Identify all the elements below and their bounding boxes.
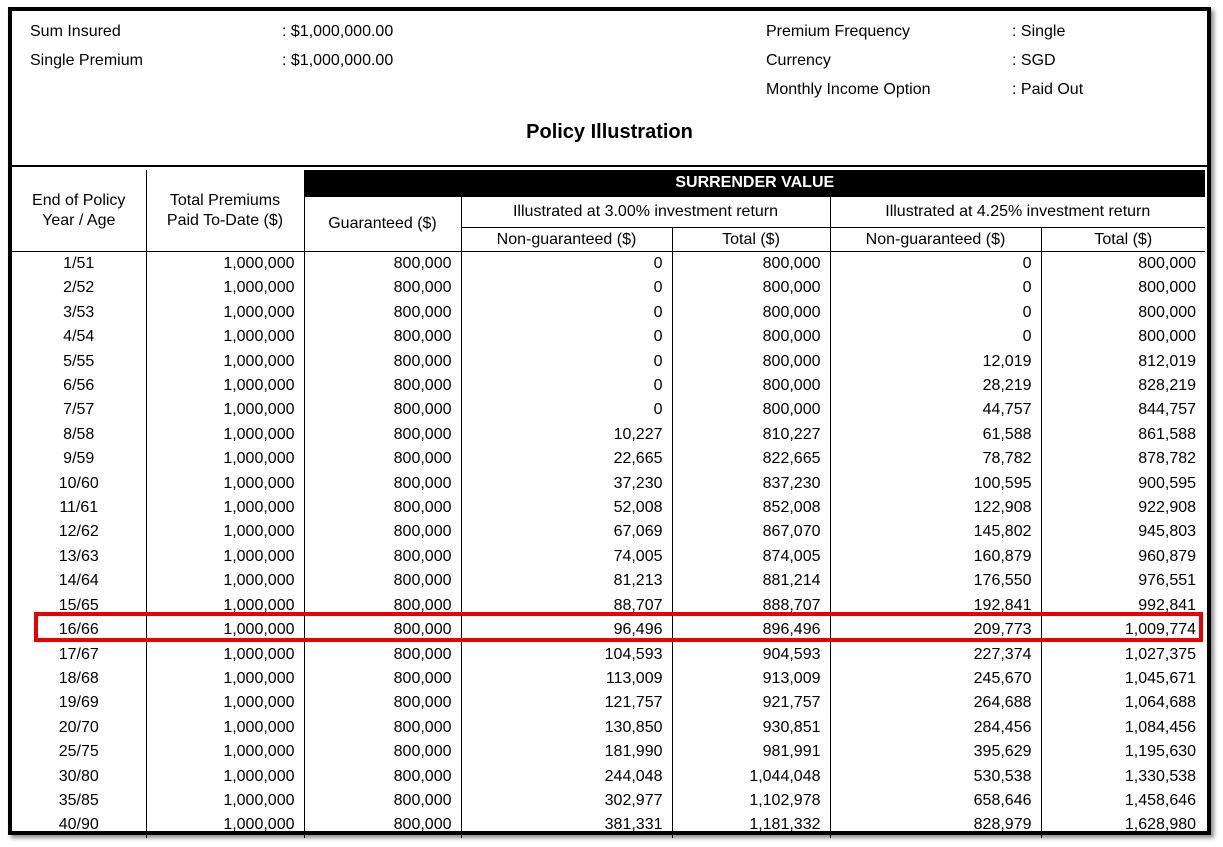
cell-non-guaranteed-425: 395,629: [830, 740, 1041, 764]
policy-illustration-table: [12, 170, 1205, 838]
table-row: [12, 325, 1205, 349]
info-row-single-premium: [30, 46, 393, 75]
cell-non-guaranteed-425: 0: [830, 276, 1041, 300]
cell-total-425: 1,084,456: [1124, 718, 1197, 736]
cell-total-425: 800,000: [1138, 303, 1197, 321]
header-illustrated-425: Illustrated at 4.25% investment return: [830, 197, 1205, 228]
cell-guaranteed: 800,000: [304, 252, 461, 277]
cell-total-3: 888,707: [672, 594, 830, 618]
cell-guaranteed: 800,000: [304, 447, 461, 471]
info-label: Sum Insured: [30, 23, 121, 40]
cell-total-premiums: 1,000,000: [146, 813, 304, 837]
cell-non-guaranteed-3: 0: [461, 398, 672, 422]
table-row: [12, 765, 1205, 789]
cell-guaranteed: 800,000: [304, 667, 461, 691]
cell-year-age: 20/70: [12, 716, 146, 740]
info-value: : Single: [1012, 23, 1066, 40]
table-row: [12, 789, 1205, 813]
cell-total-premiums: 1,000,000: [146, 472, 304, 496]
cell-year-age: 4/54: [12, 325, 146, 349]
cell-non-guaranteed-3: 0: [461, 350, 672, 374]
cell-total-3: 800,000: [672, 325, 830, 349]
cell-total-premiums: 1,000,000: [146, 765, 304, 789]
table-row: [12, 813, 1205, 837]
table-row: [12, 496, 1205, 520]
cell-total-3: 800,000: [672, 374, 830, 398]
cell-year-age: 17/67: [12, 643, 146, 667]
cell-non-guaranteed-425: 100,595: [830, 472, 1041, 496]
cell-year-age: 16/66: [12, 618, 146, 642]
cell-guaranteed: 800,000: [304, 618, 461, 642]
cell-non-guaranteed-3: 113,009: [461, 667, 672, 691]
cell-non-guaranteed-425: 12,019: [830, 350, 1041, 374]
cell-total-3: 981,991: [672, 740, 830, 764]
table-row: [12, 276, 1205, 300]
cell-non-guaranteed-425: 227,374: [830, 643, 1041, 667]
cell-non-guaranteed-425: 0: [830, 325, 1041, 349]
cell-guaranteed: 800,000: [304, 325, 461, 349]
table-row: [12, 374, 1205, 398]
cell-year-age: 14/64: [12, 569, 146, 593]
cell-guaranteed: 800,000: [304, 691, 461, 715]
cell-total-premiums: 1,000,000: [146, 301, 304, 325]
cell-guaranteed: 800,000: [304, 545, 461, 569]
cell-year-age: 19/69: [12, 691, 146, 715]
cell-total-425: 878,782: [1138, 450, 1197, 468]
cell-total-425: 844,757: [1138, 401, 1197, 419]
cell-non-guaranteed-425: 44,757: [830, 398, 1041, 422]
cell-total-premiums: 1,000,000: [146, 520, 304, 544]
cell-non-guaranteed-3: 88,707: [461, 594, 672, 618]
cell-total-425: 1,330,538: [1124, 767, 1197, 785]
cell-non-guaranteed-3: 0: [461, 374, 672, 398]
cell-year-age: 13/63: [12, 545, 146, 569]
table-row: [12, 447, 1205, 471]
cell-guaranteed: 800,000: [304, 276, 461, 300]
cell-non-guaranteed-3: 0: [461, 252, 672, 277]
cell-year-age: 10/60: [12, 472, 146, 496]
cell-total-3: 921,757: [672, 691, 830, 715]
cell-non-guaranteed-3: 244,048: [461, 765, 672, 789]
cell-total-premiums: 1,000,000: [146, 496, 304, 520]
table-row: [12, 252, 1205, 277]
cell-total-premiums: 1,000,000: [146, 594, 304, 618]
cell-year-age: 18/68: [12, 667, 146, 691]
cell-non-guaranteed-425: 160,879: [830, 545, 1041, 569]
cell-total-425: 800,000: [1138, 279, 1197, 297]
table-row: [12, 740, 1205, 764]
cell-total-3: 904,593: [672, 643, 830, 667]
cell-total-premiums: 1,000,000: [146, 618, 304, 642]
cell-year-age: 15/65: [12, 594, 146, 618]
cell-guaranteed: 800,000: [304, 472, 461, 496]
cell-year-age: 2/52: [12, 276, 146, 300]
info-value: : Paid Out: [1012, 81, 1084, 98]
cell-total-premiums: 1,000,000: [146, 789, 304, 813]
cell-total-3: 913,009: [672, 667, 830, 691]
cell-total-premiums: 1,000,000: [146, 252, 304, 277]
cell-non-guaranteed-425: 264,688: [830, 691, 1041, 715]
info-label: Monthly Income Option: [766, 81, 931, 98]
cell-total-425: 960,879: [1138, 547, 1197, 565]
cell-guaranteed: 800,000: [304, 569, 461, 593]
cell-guaranteed: 800,000: [304, 740, 461, 764]
cell-non-guaranteed-3: 52,008: [461, 496, 672, 520]
info-label: Premium Frequency: [766, 23, 911, 40]
cell-total-425: 1,027,375: [1124, 645, 1197, 663]
info-value: : SGD: [1012, 52, 1056, 69]
cell-non-guaranteed-3: 302,977: [461, 789, 672, 813]
document-frame: [8, 7, 1211, 835]
cell-total-425: 1,045,671: [1124, 669, 1197, 687]
cell-total-425: 945,803: [1138, 523, 1197, 541]
page-title: Policy Illustration: [526, 121, 693, 143]
cell-non-guaranteed-425: 828,979: [830, 813, 1041, 837]
cell-guaranteed: 800,000: [304, 496, 461, 520]
policy-info-left: [30, 17, 393, 75]
cell-year-age: 3/53: [12, 301, 146, 325]
cell-non-guaranteed-425: 209,773: [830, 618, 1041, 642]
cell-total-425: 1,064,688: [1124, 694, 1197, 712]
cell-total-3: 1,102,978: [672, 789, 830, 813]
cell-non-guaranteed-3: 0: [461, 276, 672, 300]
info-row-monthly-income-option: [766, 75, 1083, 104]
cell-total-3: 800,000: [672, 301, 830, 325]
info-label: Single Premium: [30, 52, 143, 69]
cell-non-guaranteed-425: 0: [830, 301, 1041, 325]
table-row: [12, 643, 1205, 667]
cell-total-425: 800,000: [1138, 255, 1197, 272]
cell-non-guaranteed-3: 104,593: [461, 643, 672, 667]
cell-total-425: 1,628,980: [1124, 816, 1197, 834]
cell-total-premiums: 1,000,000: [146, 325, 304, 349]
table-row: [12, 716, 1205, 740]
cell-total-425: 992,841: [1138, 596, 1197, 614]
info-value: : $1,000,000.00: [282, 52, 394, 69]
cell-total-premiums: 1,000,000: [146, 447, 304, 471]
cell-year-age: 9/59: [12, 447, 146, 471]
cell-non-guaranteed-425: 145,802: [830, 520, 1041, 544]
header-illustrated-3: Illustrated at 3.00% investment return: [461, 197, 830, 228]
table-row: [12, 350, 1205, 374]
cell-total-425: 812,019: [1138, 352, 1197, 370]
cell-guaranteed: 800,000: [304, 350, 461, 374]
table-row: [12, 423, 1205, 447]
header-total-premiums: Total Premiums Paid To-Date ($): [146, 170, 304, 252]
cell-non-guaranteed-425: 284,456: [830, 716, 1041, 740]
cell-total-3: 800,000: [672, 252, 830, 277]
cell-total-premiums: 1,000,000: [146, 740, 304, 764]
cell-total-premiums: 1,000,000: [146, 350, 304, 374]
policy-info-right: [766, 17, 1083, 104]
cell-guaranteed: 800,000: [304, 423, 461, 447]
cell-non-guaranteed-425: 530,538: [830, 765, 1041, 789]
table-row: [12, 520, 1205, 544]
cell-non-guaranteed-3: 0: [461, 301, 672, 325]
cell-non-guaranteed-3: 0: [461, 325, 672, 349]
cell-non-guaranteed-425: 0: [830, 252, 1041, 277]
cell-non-guaranteed-425: 245,670: [830, 667, 1041, 691]
cell-year-age: 11/61: [12, 496, 146, 520]
cell-total-3: 867,070: [672, 520, 830, 544]
cell-non-guaranteed-425: 122,908: [830, 496, 1041, 520]
cell-year-age: 1/51: [12, 252, 146, 277]
cell-non-guaranteed-3: 37,230: [461, 472, 672, 496]
cell-guaranteed: 800,000: [304, 716, 461, 740]
cell-total-425: 1,009,774: [1124, 621, 1197, 639]
cell-total-425: 922,908: [1138, 499, 1197, 517]
cell-non-guaranteed-425: 28,219: [830, 374, 1041, 398]
header-year-age: End of Policy Year / Age: [12, 170, 146, 252]
cell-non-guaranteed-3: 130,850: [461, 716, 672, 740]
info-row-sum-insured: [30, 17, 393, 46]
cell-total-3: 800,000: [672, 398, 830, 422]
cell-non-guaranteed-3: 81,213: [461, 569, 672, 593]
cell-total-premiums: 1,000,000: [146, 667, 304, 691]
table-body: [12, 252, 1205, 838]
cell-total-premiums: 1,000,000: [146, 716, 304, 740]
cell-year-age: 35/85: [12, 789, 146, 813]
cell-total-premiums: 1,000,000: [146, 545, 304, 569]
cell-total-425: 1,458,646: [1124, 791, 1197, 809]
cell-year-age: 25/75: [12, 740, 146, 764]
cell-total-premiums: 1,000,000: [146, 643, 304, 667]
cell-total-premiums: 1,000,000: [146, 691, 304, 715]
cell-total-3: 896,496: [672, 618, 830, 642]
cell-total-425: 976,551: [1138, 572, 1197, 590]
cell-guaranteed: 800,000: [304, 813, 461, 837]
cell-non-guaranteed-425: 61,588: [830, 423, 1041, 447]
table-row: [12, 398, 1205, 422]
cell-total-premiums: 1,000,000: [146, 423, 304, 447]
cell-non-guaranteed-3: 67,069: [461, 520, 672, 544]
cell-total-3: 1,181,332: [672, 813, 830, 837]
table-row: [12, 569, 1205, 593]
header-surrender-value: SURRENDER VALUE: [304, 170, 1205, 197]
cell-non-guaranteed-3: 74,005: [461, 545, 672, 569]
cell-non-guaranteed-3: 96,496: [461, 618, 672, 642]
cell-total-3: 800,000: [672, 276, 830, 300]
cell-non-guaranteed-3: 22,665: [461, 447, 672, 471]
cell-total-premiums: 1,000,000: [146, 398, 304, 422]
cell-total-3: 852,008: [672, 496, 830, 520]
header-total-3: Total ($): [672, 228, 830, 252]
table-row: [12, 691, 1205, 715]
table-row: [12, 472, 1205, 496]
table-row: [12, 594, 1205, 618]
cell-guaranteed: 800,000: [304, 398, 461, 422]
cell-total-3: 800,000: [672, 350, 830, 374]
cell-total-3: 837,230: [672, 472, 830, 496]
cell-total-425: 1,195,630: [1124, 743, 1197, 761]
cell-non-guaranteed-425: 78,782: [830, 447, 1041, 471]
info-value: : $1,000,000.00: [282, 23, 394, 40]
cell-non-guaranteed-425: 192,841: [830, 594, 1041, 618]
header-total-425: Total ($): [1041, 228, 1205, 252]
cell-total-425: 900,595: [1138, 474, 1197, 492]
table-row-highlighted: [12, 618, 1205, 642]
cell-total-3: 881,214: [672, 569, 830, 593]
cell-year-age: 30/80: [12, 765, 146, 789]
cell-year-age: 12/62: [12, 520, 146, 544]
cell-non-guaranteed-425: 176,550: [830, 569, 1041, 593]
cell-total-425: 828,219: [1138, 377, 1197, 395]
cell-total-premiums: 1,000,000: [146, 569, 304, 593]
cell-year-age: 5/55: [12, 350, 146, 374]
info-row-currency: [766, 46, 1083, 75]
cell-year-age: 40/90: [12, 813, 146, 837]
cell-total-425: 861,588: [1138, 425, 1197, 443]
cell-guaranteed: 800,000: [304, 594, 461, 618]
cell-non-guaranteed-3: 381,331: [461, 813, 672, 837]
table-row: [12, 667, 1205, 691]
cell-guaranteed: 800,000: [304, 301, 461, 325]
header-non-guaranteed-425: Non-guaranteed ($): [830, 228, 1041, 252]
cell-total-premiums: 1,000,000: [146, 276, 304, 300]
cell-guaranteed: 800,000: [304, 789, 461, 813]
cell-non-guaranteed-3: 121,757: [461, 691, 672, 715]
divider: [12, 165, 1207, 167]
info-row-premium-frequency: [766, 17, 1083, 46]
cell-year-age: 7/57: [12, 398, 146, 422]
header-non-guaranteed-3: Non-guaranteed ($): [461, 228, 672, 252]
cell-non-guaranteed-3: 10,227: [461, 423, 672, 447]
cell-non-guaranteed-3: 181,990: [461, 740, 672, 764]
table-row: [12, 545, 1205, 569]
cell-guaranteed: 800,000: [304, 520, 461, 544]
cell-year-age: 8/58: [12, 423, 146, 447]
cell-year-age: 6/56: [12, 374, 146, 398]
cell-total-3: 930,851: [672, 716, 830, 740]
cell-guaranteed: 800,000: [304, 374, 461, 398]
cell-guaranteed: 800,000: [304, 643, 461, 667]
cell-total-425: 800,000: [1138, 328, 1197, 346]
cell-total-3: 810,227: [672, 423, 830, 447]
table-row: [12, 301, 1205, 325]
cell-total-3: 874,005: [672, 545, 830, 569]
cell-non-guaranteed-425: 658,646: [830, 789, 1041, 813]
cell-total-3: 822,665: [672, 447, 830, 471]
cell-total-premiums: 1,000,000: [146, 374, 304, 398]
cell-total-3: 1,044,048: [672, 765, 830, 789]
cell-guaranteed: 800,000: [304, 765, 461, 789]
info-label: Currency: [766, 52, 831, 69]
header-guaranteed: Guaranteed ($): [304, 197, 461, 252]
